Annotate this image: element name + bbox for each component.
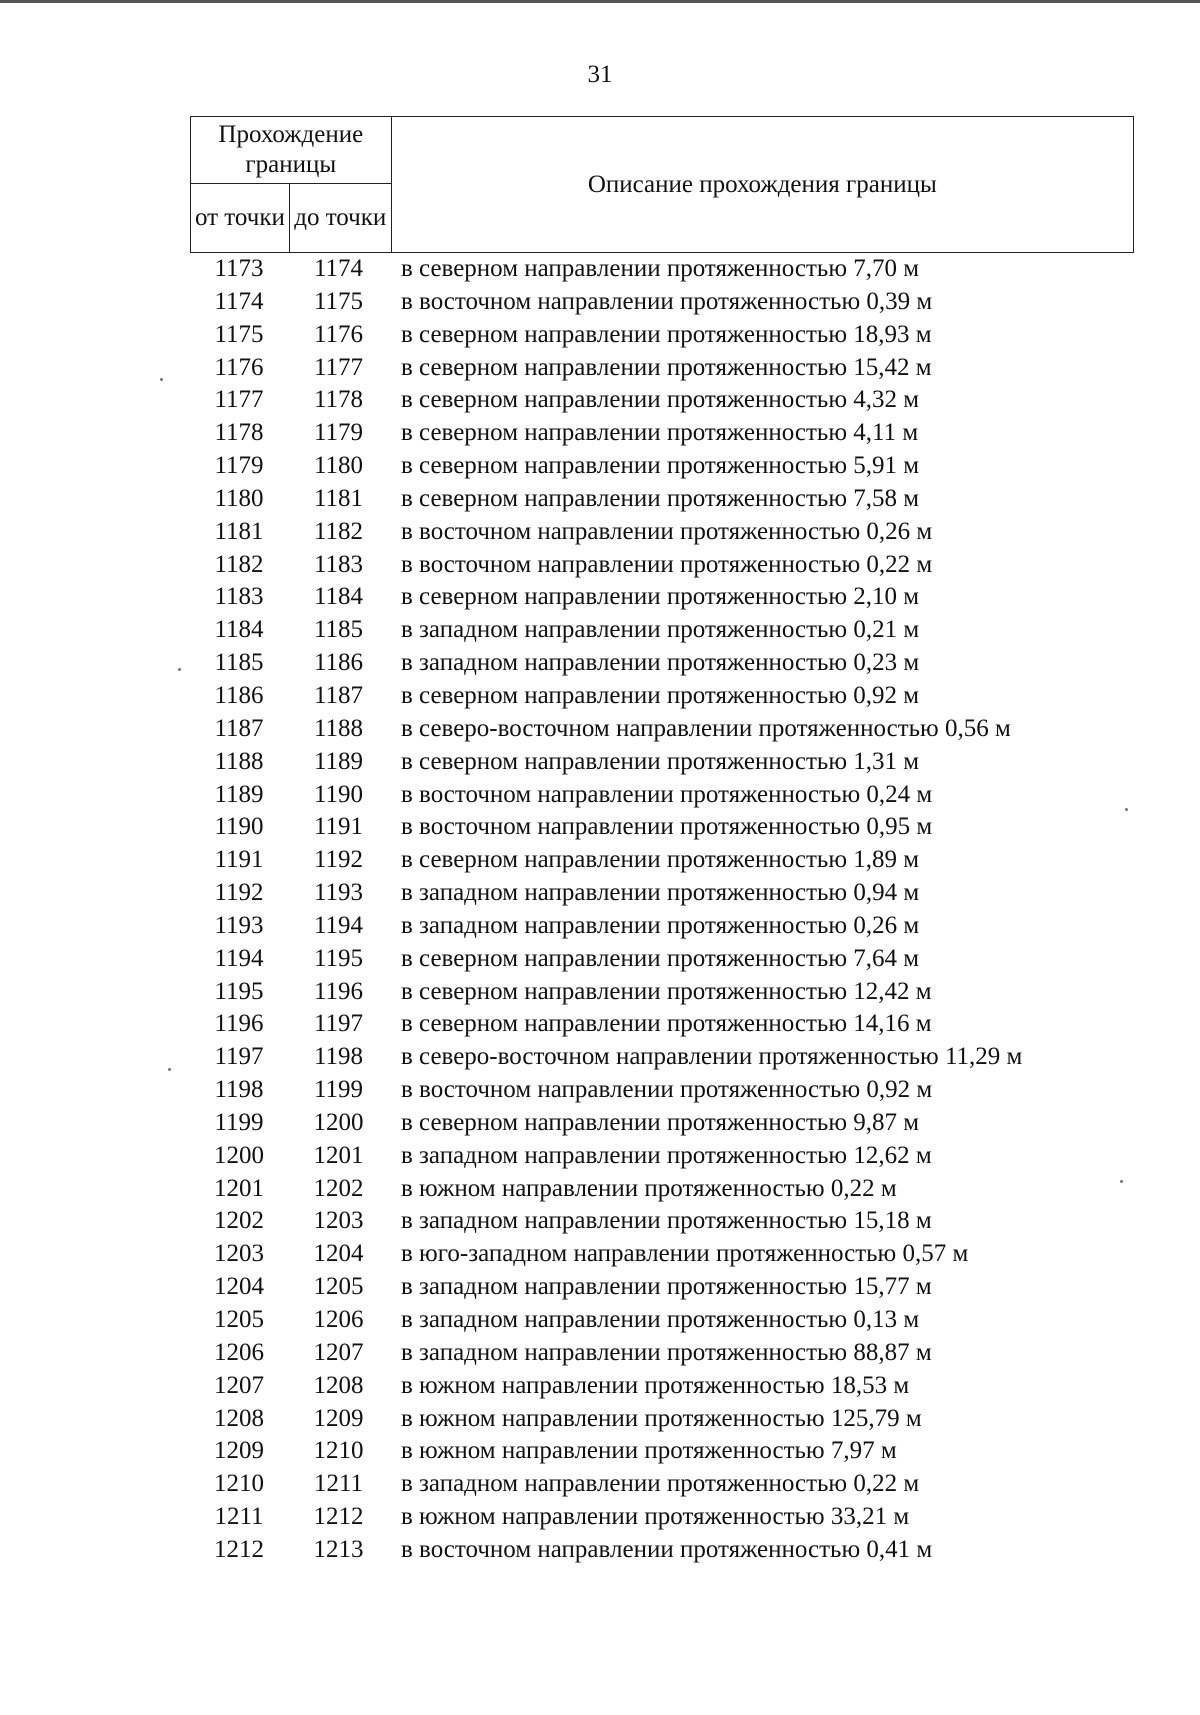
description-cell: в северном направлении протяженностью 18,93 м	[401, 320, 932, 348]
from-point-cell: 1209	[214, 1437, 264, 1465]
from-point-cell: 1187	[214, 714, 264, 742]
description-cell: в западном направлении протяженностью 15,18 м	[401, 1207, 932, 1235]
to-point-cell: 1206	[313, 1306, 364, 1333]
to-point-cell: 1201	[313, 1141, 364, 1169]
from-point-cell: 1173	[214, 255, 264, 282]
from-point-cell: 1203	[214, 1240, 264, 1268]
description-cell: в южном направлении протяженностью 7,97 м	[401, 1437, 897, 1465]
description-cell: в северном направлении протяженностью 7,64 м	[401, 944, 920, 972]
to-point-cell: 1176	[313, 320, 364, 348]
to-point-cell: 1178	[313, 386, 364, 414]
from-point-cell: 1180	[214, 484, 264, 512]
description-cell: в северном направлении протяженностью 5,91 м	[401, 452, 920, 480]
description-cell: в восточном направлении протяженностью 0,24 м	[401, 780, 933, 808]
table-row	[190, 1041, 1200, 1074]
description-cell: в восточном направлении протяженностью 0,95 м	[401, 813, 933, 841]
description-cell: в юго-западном направлении протяженностью 0,57 м	[401, 1240, 969, 1268]
to-point-cell: 1199	[313, 1076, 364, 1104]
description-cell: в северном направлении протяженностью 12,42 м	[401, 977, 932, 1005]
to-point-cell: 1213	[313, 1535, 364, 1563]
description-cell: в северном направлении протяженностью 7,58 м	[401, 484, 920, 512]
from-point-cell: 1188	[214, 747, 264, 775]
from-point-cell: 1189	[214, 780, 264, 808]
from-point-cell: 1182	[214, 550, 264, 578]
to-point-cell: 1207	[313, 1338, 364, 1366]
to-point-cell: 1194	[313, 911, 364, 939]
to-point-cell: 1193	[313, 879, 364, 907]
from-point-cell: 1192	[214, 879, 264, 907]
from-point-cell: 1177	[214, 386, 264, 414]
table-row	[190, 1140, 1200, 1173]
description-cell: в восточном направлении протяженностью 0,41 м	[401, 1535, 933, 1563]
description-cell: в северо-восточном направлении протяженностью 11,29 м	[401, 1043, 1023, 1071]
table-row	[190, 1107, 1200, 1140]
from-point-cell: 1174	[214, 287, 264, 315]
description-cell: в южном направлении протяженностью 125,79 м	[401, 1404, 922, 1432]
to-point-cell: 1209	[313, 1404, 364, 1432]
to-point-cell: 1187	[313, 681, 364, 709]
table-row	[190, 1173, 1200, 1206]
from-point-cell: 1199	[214, 1108, 264, 1136]
table-row	[190, 910, 1200, 943]
scan-speck	[1125, 808, 1128, 811]
description-cell: в западном направлении протяженностью 0,13 м	[401, 1306, 920, 1333]
to-point-cell: 1212	[313, 1503, 364, 1531]
from-point-cell: 1210	[214, 1470, 264, 1498]
table-row	[190, 1271, 1200, 1304]
description-cell: в западном направлении протяженностью 0,21 м	[401, 616, 920, 644]
to-point-cell: 1185	[313, 616, 364, 644]
table-row	[190, 483, 1200, 516]
description-cell: в западном направлении протяженностью 88,87 м	[401, 1338, 932, 1366]
table-row	[190, 1501, 1200, 1534]
description-cell: в северо-восточном направлении протяженностью 0,56 м	[401, 714, 1011, 742]
description-cell: в южном направлении протяженностью 18,53 м	[401, 1371, 910, 1399]
description-cell: в западном направлении протяженностью 15,77 м	[401, 1273, 932, 1301]
to-point-cell: 1211	[313, 1470, 364, 1498]
to-point-cell: 1189	[313, 747, 364, 775]
table-row	[190, 417, 1200, 450]
description-cell: в северном направлении протяженностью 15,42 м	[401, 353, 932, 381]
table-row	[190, 1403, 1200, 1436]
to-point-cell: 1175	[313, 287, 364, 315]
table-row	[190, 549, 1200, 582]
description-cell: в северном направлении протяженностью 1,89 м	[401, 846, 920, 874]
table-row	[190, 976, 1200, 1009]
from-point-cell: 1178	[214, 419, 264, 447]
to-point-cell: 1210	[313, 1437, 364, 1465]
table-row	[190, 1337, 1200, 1370]
scan-top-edge	[0, 0, 1200, 3]
table-row	[190, 877, 1200, 910]
description-cell: в северном направлении протяженностью 0,92 м	[401, 681, 920, 709]
from-point-cell: 1186	[214, 681, 264, 709]
header-from-point: от точки	[191, 184, 290, 253]
table-row	[190, 450, 1200, 483]
table-row	[190, 1468, 1200, 1501]
to-point-cell: 1195	[313, 944, 364, 972]
from-point-cell: 1181	[214, 517, 264, 545]
table-row	[190, 614, 1200, 647]
from-point-cell: 1206	[214, 1338, 264, 1366]
from-point-cell: 1175	[214, 320, 264, 348]
header-to-point: до точки	[289, 184, 391, 253]
description-cell: в северном направлении протяженностью 4,32 м	[401, 386, 920, 414]
scan-speck	[178, 668, 181, 671]
description-cell: в восточном направлении протяженностью 0,22 м	[401, 550, 933, 578]
to-point-cell: 1191	[313, 813, 364, 841]
to-point-cell: 1184	[313, 583, 364, 611]
table-row	[190, 1534, 1200, 1567]
from-point-cell: 1183	[214, 583, 264, 611]
to-point-cell: 1190	[313, 780, 364, 808]
table-row	[190, 1008, 1200, 1041]
description-cell: в западном направлении протяженностью 0,94 м	[401, 879, 920, 907]
description-cell: в восточном направлении протяженностью 0,92 м	[401, 1076, 933, 1104]
description-cell: в южном направлении протяженностью 33,21 м	[401, 1503, 910, 1531]
description-cell: в западном направлении протяженностью 0,23 м	[401, 649, 920, 677]
scan-speck	[168, 1068, 171, 1071]
table-row	[190, 713, 1200, 746]
scan-speck	[160, 378, 163, 381]
from-point-cell: 1196	[214, 1010, 264, 1038]
header-boundary-passage: Прохождение границы	[191, 117, 392, 184]
table-row	[190, 286, 1200, 319]
from-point-cell: 1184	[214, 616, 264, 644]
table-row	[190, 1074, 1200, 1107]
table-row	[190, 384, 1200, 417]
to-point-cell: 1196	[313, 977, 364, 1005]
from-point-cell: 1208	[214, 1404, 264, 1432]
description-cell: в западном направлении протяженностью 0,26 м	[401, 911, 920, 939]
to-point-cell: 1186	[313, 649, 364, 677]
description-cell: в северном направлении протяженностью 4,11 м	[401, 419, 919, 447]
to-point-cell: 1208	[313, 1371, 364, 1399]
table-row	[190, 319, 1200, 352]
from-point-cell: 1190	[214, 813, 264, 841]
from-point-cell: 1207	[214, 1371, 264, 1399]
table-row	[190, 581, 1200, 614]
from-point-cell: 1197	[214, 1043, 264, 1071]
boundary-table-header	[190, 116, 1134, 253]
to-point-cell: 1174	[313, 255, 364, 282]
from-point-cell: 1204	[214, 1273, 264, 1301]
from-point-cell: 1194	[214, 944, 264, 972]
from-point-cell: 1202	[214, 1207, 264, 1235]
from-point-cell: 1176	[214, 353, 264, 381]
from-point-cell: 1193	[214, 911, 264, 939]
from-point-cell: 1205	[214, 1306, 264, 1333]
from-point-cell: 1195	[214, 977, 264, 1005]
page-number: 31	[587, 61, 613, 88]
table-row	[190, 746, 1200, 779]
to-point-cell: 1183	[313, 550, 364, 578]
to-point-cell: 1205	[313, 1273, 364, 1301]
table-row	[190, 844, 1200, 877]
description-cell: в северном направлении протяженностью 1,31 м	[401, 747, 920, 775]
to-point-cell: 1203	[313, 1207, 364, 1235]
to-point-cell: 1179	[313, 419, 364, 447]
table-row	[190, 253, 1200, 286]
to-point-cell: 1192	[313, 846, 364, 874]
from-point-cell: 1191	[214, 846, 264, 874]
description-cell: в восточном направлении протяженностью 0,39 м	[401, 287, 933, 315]
to-point-cell: 1197	[313, 1010, 364, 1038]
header-description: Описание прохождения границы	[391, 117, 1133, 253]
description-cell: в западном направлении протяженностью 12,62 м	[401, 1141, 932, 1169]
to-point-cell: 1202	[313, 1174, 364, 1202]
description-cell: в северном направлении протяженностью 9,87 м	[401, 1108, 920, 1136]
table-row	[190, 1238, 1200, 1271]
to-point-cell: 1198	[313, 1043, 364, 1071]
from-point-cell: 1185	[214, 649, 264, 677]
boundary-table-body	[190, 253, 1200, 1567]
to-point-cell: 1180	[313, 452, 364, 480]
from-point-cell: 1179	[214, 452, 264, 480]
to-point-cell: 1188	[313, 714, 364, 742]
table-row	[190, 811, 1200, 844]
table-row	[190, 1304, 1200, 1337]
to-point-cell: 1181	[313, 484, 364, 512]
from-point-cell: 1211	[214, 1503, 264, 1531]
description-cell: в южном направлении протяженностью 0,22 м	[401, 1174, 897, 1202]
table-row	[190, 352, 1200, 385]
description-cell: в северном направлении протяженностью 7,70 м	[401, 255, 920, 282]
table-row	[190, 680, 1200, 713]
from-point-cell: 1212	[214, 1535, 264, 1563]
table-row	[190, 943, 1200, 976]
to-point-cell: 1177	[313, 353, 364, 381]
scan-speck	[1120, 1180, 1123, 1183]
table-row	[190, 1205, 1200, 1238]
to-point-cell: 1204	[313, 1240, 364, 1268]
table-row	[190, 516, 1200, 549]
description-cell: в западном направлении протяженностью 0,22 м	[401, 1470, 920, 1498]
description-cell: в северном направлении протяженностью 14,16 м	[401, 1010, 932, 1038]
to-point-cell: 1200	[313, 1108, 364, 1136]
table-row	[190, 779, 1200, 812]
description-cell: в восточном направлении протяженностью 0,26 м	[401, 517, 933, 545]
from-point-cell: 1200	[214, 1141, 264, 1169]
to-point-cell: 1182	[313, 517, 364, 545]
table-row	[190, 1370, 1200, 1403]
from-point-cell: 1201	[214, 1174, 264, 1202]
from-point-cell: 1198	[214, 1076, 264, 1104]
description-cell: в северном направлении протяженностью 2,10 м	[401, 583, 920, 611]
table-row	[190, 647, 1200, 680]
table-row	[190, 1435, 1200, 1468]
